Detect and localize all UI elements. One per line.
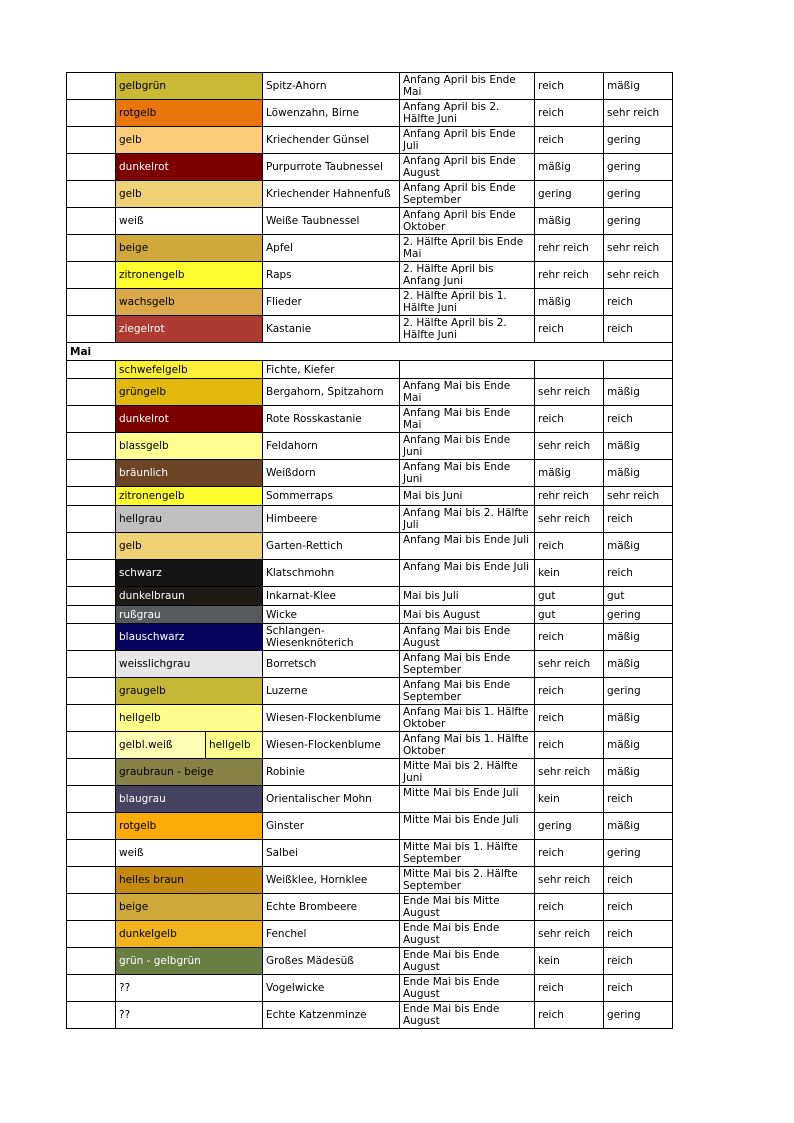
nectar-cell: reich: [535, 624, 604, 651]
pollen-cell: sehr reich: [604, 100, 673, 127]
color-cell: weisslichgrau: [116, 651, 263, 678]
row-spacer-cell: [67, 235, 116, 262]
plant-cell: Himbeere: [263, 506, 400, 533]
row-spacer-cell: [67, 316, 116, 343]
color-cell: ??: [116, 975, 263, 1002]
table-row: [67, 208, 673, 235]
pollen-cell: mäßig: [604, 379, 673, 406]
bloom-period-cell: Ende Mai bis Ende August: [400, 921, 535, 948]
plant-cell: Borretsch: [263, 651, 400, 678]
table-row: [67, 127, 673, 154]
plant-cell: Weiße Taubnessel: [263, 208, 400, 235]
table-row: [67, 181, 673, 208]
table-row: [67, 705, 673, 732]
pollen-cell: gering: [604, 154, 673, 181]
pollen-cell: sehr reich: [604, 262, 673, 289]
table-row: [67, 406, 673, 433]
table-row: [67, 948, 673, 975]
bloom-period-cell: [400, 361, 535, 379]
pollen-cell: reich: [604, 406, 673, 433]
table-row: [67, 624, 673, 651]
bloom-period-cell: Anfang April bis 2. Hälfte Juni: [400, 100, 535, 127]
table-row: [67, 813, 673, 840]
pollen-cell: mäßig: [604, 624, 673, 651]
color-cell: gelbl.weiß: [116, 732, 206, 759]
row-spacer-cell: [67, 154, 116, 181]
plant-cell: Ginster: [263, 813, 400, 840]
bloom-period-cell: Mai bis Juli: [400, 587, 535, 606]
row-spacer-cell: [67, 651, 116, 678]
color-cell: helles braun: [116, 867, 263, 894]
bloom-period-cell: Mai bis August: [400, 606, 535, 624]
color-cell-secondary: hellgelb: [206, 732, 263, 759]
table-row: [67, 678, 673, 705]
plant-cell: Luzerne: [263, 678, 400, 705]
color-cell: dunkelbraun: [116, 587, 263, 606]
plant-cell: Sommerraps: [263, 487, 400, 506]
table-row: [67, 506, 673, 533]
nectar-cell: mäßig: [535, 289, 604, 316]
bloom-period-cell: 2. Hälfte April bis Ende Mai: [400, 235, 535, 262]
plant-cell: Fichte, Kiefer: [263, 361, 400, 379]
row-spacer-cell: [67, 289, 116, 316]
color-cell: rotgelb: [116, 100, 263, 127]
row-spacer-cell: [67, 786, 116, 813]
bloom-period-cell: Mitte Mai bis Ende Juli: [400, 813, 535, 840]
bloom-period-cell: Anfang April bis Ende Juli: [400, 127, 535, 154]
table-row: [67, 587, 673, 606]
row-spacer-cell: [67, 587, 116, 606]
pollen-cell: reich: [604, 560, 673, 587]
color-cell: bräunlich: [116, 460, 263, 487]
pollen-cell: gut: [604, 587, 673, 606]
nectar-cell: mäßig: [535, 460, 604, 487]
nectar-cell: gut: [535, 587, 604, 606]
pollen-table: [66, 72, 673, 1029]
nectar-cell: reich: [535, 100, 604, 127]
nectar-cell: reich: [535, 894, 604, 921]
plant-cell: Salbei: [263, 840, 400, 867]
plant-cell: Weißdorn: [263, 460, 400, 487]
nectar-cell: sehr reich: [535, 506, 604, 533]
plant-cell: Kastanie: [263, 316, 400, 343]
bloom-period-cell: Ende Mai bis Ende August: [400, 975, 535, 1002]
bloom-period-cell: Anfang Mai bis Ende September: [400, 678, 535, 705]
plant-cell: Inkarnat-Klee: [263, 587, 400, 606]
row-spacer-cell: [67, 948, 116, 975]
pollen-cell: mäßig: [604, 732, 673, 759]
color-cell: ziegelrot: [116, 316, 263, 343]
bloom-period-cell: Anfang Mai bis Ende August: [400, 624, 535, 651]
nectar-cell: reich: [535, 1002, 604, 1029]
table-row: [67, 921, 673, 948]
table-row: [67, 235, 673, 262]
table-row: [67, 732, 673, 759]
row-spacer-cell: [67, 975, 116, 1002]
table-body: [67, 73, 673, 1029]
nectar-cell: reich: [535, 316, 604, 343]
row-spacer-cell: [67, 487, 116, 506]
color-cell: gelbgrün: [116, 73, 263, 100]
pollen-cell: mäßig: [604, 433, 673, 460]
table-row: [67, 975, 673, 1002]
bloom-period-cell: Mitte Mai bis 1. Hälfte September: [400, 840, 535, 867]
table-row: [67, 840, 673, 867]
plant-cell: Großes Mädesüß: [263, 948, 400, 975]
color-cell: graugelb: [116, 678, 263, 705]
plant-cell: Vogelwicke: [263, 975, 400, 1002]
pollen-cell: gering: [604, 840, 673, 867]
table-row: [67, 1002, 673, 1029]
pollen-cell: gering: [604, 181, 673, 208]
pollen-cell: reich: [604, 316, 673, 343]
row-spacer-cell: [67, 759, 116, 786]
nectar-cell: reich: [535, 975, 604, 1002]
table-row: [67, 361, 673, 379]
table-row: [67, 73, 673, 100]
row-spacer-cell: [67, 921, 116, 948]
nectar-cell: reich: [535, 127, 604, 154]
color-cell: hellgelb: [116, 705, 263, 732]
color-cell: dunkelrot: [116, 406, 263, 433]
color-cell: zitronengelb: [116, 487, 263, 506]
color-cell: weiß: [116, 208, 263, 235]
nectar-cell: gering: [535, 181, 604, 208]
pollen-cell: mäßig: [604, 759, 673, 786]
nectar-cell: reich: [535, 73, 604, 100]
color-cell: grün - gelbgrün: [116, 948, 263, 975]
plant-cell: Fenchel: [263, 921, 400, 948]
color-cell: blauschwarz: [116, 624, 263, 651]
bloom-period-cell: Mitte Mai bis 2. Hälfte September: [400, 867, 535, 894]
bloom-period-cell: Anfang Mai bis 1. Hälfte Oktober: [400, 732, 535, 759]
plant-cell: Garten-Rettich: [263, 533, 400, 560]
pollen-cell: reich: [604, 289, 673, 316]
bloom-period-cell: Anfang Mai bis Ende Juni: [400, 433, 535, 460]
plant-cell: Klatschmohn: [263, 560, 400, 587]
row-spacer-cell: [67, 460, 116, 487]
color-cell: blaugrau: [116, 786, 263, 813]
pollen-cell: reich: [604, 786, 673, 813]
plant-cell: Orientalischer Mohn: [263, 786, 400, 813]
color-cell: gelb: [116, 181, 263, 208]
table-row: [67, 786, 673, 813]
bloom-period-cell: Anfang Mai bis 1. Hälfte Oktober: [400, 705, 535, 732]
nectar-cell: reich: [535, 406, 604, 433]
pollen-cell: gering: [604, 208, 673, 235]
pollen-cell: gering: [604, 678, 673, 705]
plant-cell: Weißklee, Hornklee: [263, 867, 400, 894]
row-spacer-cell: [67, 624, 116, 651]
color-cell: schwefelgelb: [116, 361, 263, 379]
color-cell: zitronengelb: [116, 262, 263, 289]
row-spacer-cell: [67, 208, 116, 235]
pollen-cell: mäßig: [604, 73, 673, 100]
table-row: [67, 379, 673, 406]
color-cell: beige: [116, 235, 263, 262]
color-cell: gelb: [116, 127, 263, 154]
bloom-period-cell: Mitte Mai bis Ende Juli: [400, 786, 535, 813]
table-row: [67, 533, 673, 560]
bloom-period-cell: 2. Hälfte April bis 2. Hälfte Juni: [400, 316, 535, 343]
pollen-cell: sehr reich: [604, 487, 673, 506]
bloom-period-cell: Anfang Mai bis Ende Juli: [400, 533, 535, 560]
row-spacer-cell: [67, 840, 116, 867]
nectar-cell: kein: [535, 560, 604, 587]
plant-cell: Spitz-Ahorn: [263, 73, 400, 100]
pollen-cell: mäßig: [604, 533, 673, 560]
bloom-period-cell: Anfang April bis Ende September: [400, 181, 535, 208]
row-spacer-cell: [67, 533, 116, 560]
table-row: [67, 560, 673, 587]
row-spacer-cell: [67, 262, 116, 289]
row-spacer-cell: [67, 406, 116, 433]
plant-cell: Raps: [263, 262, 400, 289]
bloom-period-cell: Ende Mai bis Mitte August: [400, 894, 535, 921]
bloom-period-cell: Anfang Mai bis Ende September: [400, 651, 535, 678]
section-heading: Mai: [67, 343, 673, 361]
plant-cell: Kriechender Hahnenfuß: [263, 181, 400, 208]
table-row: [67, 606, 673, 624]
bloom-period-cell: Anfang April bis Ende August: [400, 154, 535, 181]
table-row: [67, 651, 673, 678]
bloom-period-cell: Mai bis Juni: [400, 487, 535, 506]
row-spacer-cell: [67, 181, 116, 208]
nectar-cell: reich: [535, 840, 604, 867]
plant-cell: Wicke: [263, 606, 400, 624]
pollen-cell: gering: [604, 606, 673, 624]
nectar-cell: reich: [535, 678, 604, 705]
nectar-cell: [535, 361, 604, 379]
pollen-cell: reich: [604, 921, 673, 948]
nectar-cell: mäßig: [535, 154, 604, 181]
table-row: [67, 894, 673, 921]
section-row: [67, 343, 673, 361]
nectar-cell: kein: [535, 786, 604, 813]
bloom-period-cell: Anfang Mai bis Ende Juni: [400, 460, 535, 487]
nectar-cell: reich: [535, 533, 604, 560]
pollen-cell: reich: [604, 948, 673, 975]
nectar-cell: reich: [535, 732, 604, 759]
row-spacer-cell: [67, 678, 116, 705]
nectar-cell: rehr reich: [535, 487, 604, 506]
nectar-cell: sehr reich: [535, 759, 604, 786]
row-spacer-cell: [67, 705, 116, 732]
color-cell: rußgrau: [116, 606, 263, 624]
row-spacer-cell: [67, 867, 116, 894]
bloom-period-cell: Anfang April bis Ende Mai: [400, 73, 535, 100]
plant-cell: Kriechender Günsel: [263, 127, 400, 154]
row-spacer-cell: [67, 732, 116, 759]
table-row: [67, 759, 673, 786]
nectar-cell: rehr reich: [535, 262, 604, 289]
bloom-period-cell: Anfang Mai bis Ende Mai: [400, 379, 535, 406]
table-row: [67, 433, 673, 460]
pollen-cell: sehr reich: [604, 235, 673, 262]
bloom-period-cell: Ende Mai bis Ende August: [400, 948, 535, 975]
plant-cell: Apfel: [263, 235, 400, 262]
nectar-cell: sehr reich: [535, 379, 604, 406]
pollen-cell: reich: [604, 975, 673, 1002]
nectar-cell: rehr reich: [535, 235, 604, 262]
color-cell: dunkelgelb: [116, 921, 263, 948]
nectar-cell: gut: [535, 606, 604, 624]
pollen-cell: mäßig: [604, 813, 673, 840]
table-row: [67, 487, 673, 506]
pollen-cell: gering: [604, 1002, 673, 1029]
row-spacer-cell: [67, 1002, 116, 1029]
row-spacer-cell: [67, 100, 116, 127]
plant-cell: Löwenzahn, Birne: [263, 100, 400, 127]
pollen-cell: mäßig: [604, 651, 673, 678]
nectar-cell: mäßig: [535, 208, 604, 235]
plant-cell: Robinie: [263, 759, 400, 786]
row-spacer-cell: [67, 813, 116, 840]
row-spacer-cell: [67, 127, 116, 154]
row-spacer-cell: [67, 379, 116, 406]
nectar-cell: kein: [535, 948, 604, 975]
color-cell: beige: [116, 894, 263, 921]
bloom-period-cell: 2. Hälfte April bis Anfang Juni: [400, 262, 535, 289]
bloom-period-cell: Anfang April bis Ende Oktober: [400, 208, 535, 235]
bloom-period-cell: Mitte Mai bis 2. Hälfte Juni: [400, 759, 535, 786]
pollen-cell: reich: [604, 506, 673, 533]
nectar-cell: sehr reich: [535, 921, 604, 948]
row-spacer-cell: [67, 506, 116, 533]
plant-cell: Bergahorn, Spitzahorn: [263, 379, 400, 406]
color-cell: dunkelrot: [116, 154, 263, 181]
color-cell: schwarz: [116, 560, 263, 587]
pollen-cell: mäßig: [604, 705, 673, 732]
plant-cell: Echte Brombeere: [263, 894, 400, 921]
bloom-period-cell: Anfang Mai bis Ende Mai: [400, 406, 535, 433]
nectar-cell: sehr reich: [535, 651, 604, 678]
plant-cell: Wiesen-Flockenblume: [263, 732, 400, 759]
color-cell: wachsgelb: [116, 289, 263, 316]
plant-cell: Schlangen-Wiesenknöterich: [263, 624, 400, 651]
plant-cell: Flieder: [263, 289, 400, 316]
row-spacer-cell: [67, 361, 116, 379]
color-cell: rotgelb: [116, 813, 263, 840]
table-row: [67, 289, 673, 316]
color-cell: grüngelb: [116, 379, 263, 406]
row-spacer-cell: [67, 560, 116, 587]
pollen-cell: gering: [604, 127, 673, 154]
table-row: [67, 100, 673, 127]
plant-cell: Wiesen-Flockenblume: [263, 705, 400, 732]
row-spacer-cell: [67, 73, 116, 100]
color-cell: graubraun - beige: [116, 759, 263, 786]
bloom-period-cell: Anfang Mai bis Ende Juli: [400, 560, 535, 587]
table-row: [67, 460, 673, 487]
row-spacer-cell: [67, 606, 116, 624]
color-cell: hellgrau: [116, 506, 263, 533]
pollen-cell: mäßig: [604, 460, 673, 487]
plant-cell: Rote Rosskastanie: [263, 406, 400, 433]
nectar-cell: sehr reich: [535, 433, 604, 460]
color-cell: gelb: [116, 533, 263, 560]
bloom-period-cell: Anfang Mai bis 2. Hälfte Juli: [400, 506, 535, 533]
table-row: [67, 867, 673, 894]
pollen-cell: [604, 361, 673, 379]
row-spacer-cell: [67, 433, 116, 460]
plant-cell: Purpurrote Taubnessel: [263, 154, 400, 181]
bloom-period-cell: Ende Mai bis Ende August: [400, 1002, 535, 1029]
plant-cell: Feldahorn: [263, 433, 400, 460]
nectar-cell: reich: [535, 705, 604, 732]
color-cell: ??: [116, 1002, 263, 1029]
color-cell: blassgelb: [116, 433, 263, 460]
table-row: [67, 316, 673, 343]
row-spacer-cell: [67, 894, 116, 921]
plant-cell: Echte Katzenminze: [263, 1002, 400, 1029]
nectar-cell: gering: [535, 813, 604, 840]
bloom-period-cell: 2. Hälfte April bis 1. Hälfte Juni: [400, 289, 535, 316]
nectar-cell: sehr reich: [535, 867, 604, 894]
color-cell: weiß: [116, 840, 263, 867]
table-row: [67, 262, 673, 289]
pollen-cell: reich: [604, 867, 673, 894]
pollen-cell: reich: [604, 894, 673, 921]
table-row: [67, 154, 673, 181]
